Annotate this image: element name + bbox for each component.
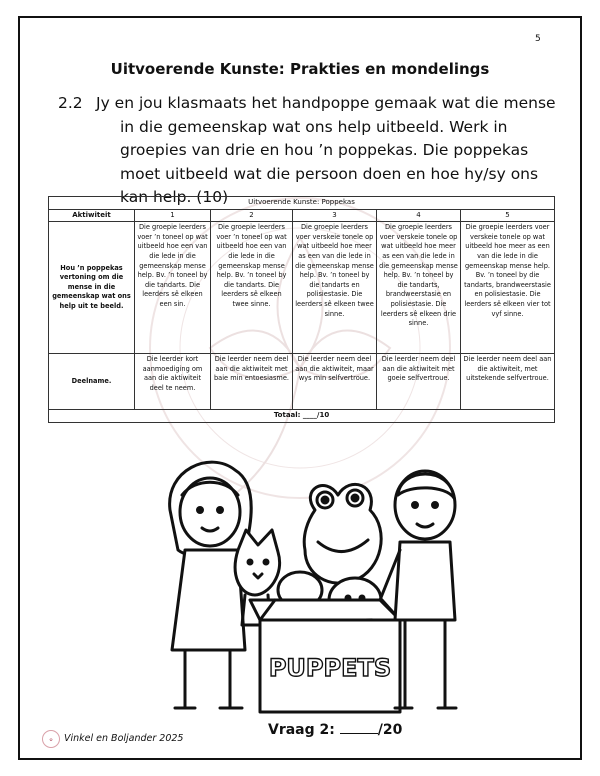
box-label: PUPPETS <box>268 654 392 682</box>
table-row <box>49 222 555 354</box>
score-total: /20 <box>377 722 403 738</box>
question-text: Jy en jou klasmaats het handpoppe gemaak wat die mense in die gemeenskap wat ons help uitbeeld. Werk in groepies van drie en hou ’n poppekas. Die poppekas moet uitbeeld wat die persoon doen en hoe hy/sy ons kan help. (10) <box>96 94 556 206</box>
rubric-cell: Die groepie leerders voer ’n toneel op wat uitbeeld hoe een van die lede in die gemeenskap mense help. Bv. ’n toneel by die tandarts. Die leerders sê elkeen twee sinne. <box>211 222 293 354</box>
rubric-cell: Die leerder neem deel aan die aktiwiteit met goeie selfvertroue. <box>377 354 461 410</box>
table-row <box>49 410 555 423</box>
footer-credit: Vinkel en Boljander 2025 <box>64 733 184 744</box>
rubric-header-level-3: 3 <box>293 209 377 222</box>
rubric-table <box>48 196 555 423</box>
rubric-criterion: Deelname. <box>49 354 135 410</box>
score-blank <box>340 722 378 734</box>
table-row <box>49 354 555 410</box>
rubric-header-level-4: 4 <box>377 209 461 222</box>
question-score <box>268 722 402 738</box>
rubric-cell: Die leerder neem deel aan die aktiwiteit, met uitstekende selfvertroue. <box>461 354 555 410</box>
rubric-cell: Die leerder kort aanmoediging om aan die aktiwiteit deel te neem. <box>135 354 211 410</box>
rubric-cell: Die groepie leerders voer verskeie tonele op wat uitbeeld hoe meer as een van die lede in die gemeenskap mense help. Bv. ’n toneel by die tandarts, brandweerstasie en polisiestasie. Die leerders sê elkeen vier tot vyf sinne. <box>461 222 555 354</box>
brand-logo-icon: ✿ <box>42 730 60 748</box>
rubric-header-level-5: 5 <box>461 209 555 222</box>
rubric-header-activity: Aktiwiteit <box>49 209 135 222</box>
score-label: Vraag 2: <box>268 722 335 738</box>
rubric-total: Totaal: ____/10 <box>49 410 555 423</box>
rubric-criterion: Hou ’n poppekas vertoning om die mense in die gemeenskap wat ons help uit te beeld. <box>49 222 135 354</box>
page-number: 5 <box>535 34 541 44</box>
rubric-cell: Die leerder neem deel aan die aktiwiteit, maar wys min selfvertroue. <box>293 354 377 410</box>
children-puppets-illustration <box>150 450 470 720</box>
question-block <box>58 92 558 210</box>
rubric-cell: Die groepie leerders voer ’n toneel op wat uitbeeld hoe een van die lede in die gemeenskap mense help. Bv. ’n toneel by die tandarts. Die leerders sê elkeen een sin. <box>135 222 211 354</box>
rubric-header-level-2: 2 <box>211 209 293 222</box>
rubric-title: Uitvoerende Kunste: Poppekas <box>49 197 555 210</box>
rubric-cell: Die leerder neem deel aan die aktiwiteit met baie min entoesiasme. <box>211 354 293 410</box>
rubric-cell: Die groepie leerders voer verskeie tonele op wat uitbeeld hoe meer as een van die lede in die gemeenskap mense help. Bv. ’n toneel by die tandarts, brandweerstasie en polisiestasie. Die leerders sê elkeen drie sinne. <box>377 222 461 354</box>
rubric-cell: Die groepie leerders voer verskeie tonele op wat uitbeeld hoe meer as een van die lede in die gemeenskap mense help. Bv. ’n toneel by die tandarts en polisiestasie. Die leerders sê elkeen twee sinne. <box>293 222 377 354</box>
rubric-header-level-1: 1 <box>135 209 211 222</box>
page-title: Uitvoerende Kunste: Prakties en mondelings <box>110 60 490 78</box>
question-number: 2.2 <box>58 94 83 112</box>
